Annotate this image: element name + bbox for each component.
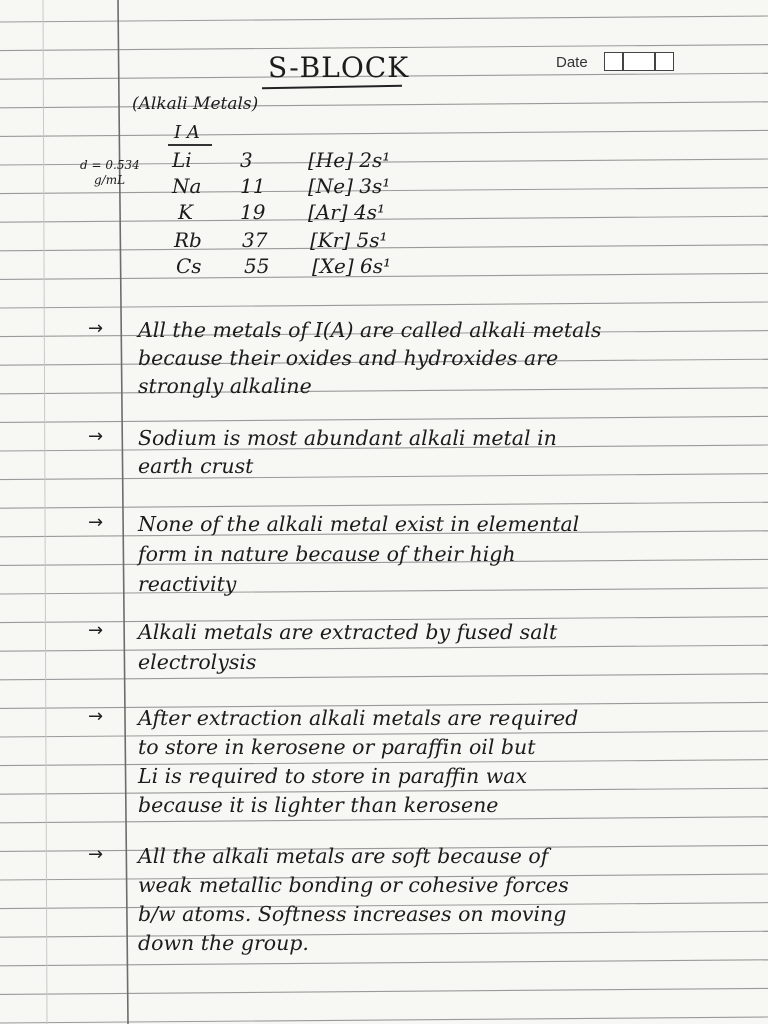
note-line: All the metals of I(A) are called alkali metals	[138, 318, 602, 342]
arrow-icon: →	[88, 318, 104, 339]
page-title: S-BLOCK	[268, 51, 410, 84]
group-number: I A	[174, 122, 200, 143]
electron-configuration: [Xe] 6s¹	[312, 254, 392, 278]
ruled-line	[0, 817, 768, 823]
ruled-line	[0, 102, 768, 108]
note-line: because it is lighter than kerosene	[138, 793, 499, 817]
electron-configuration: [He] 2s¹	[308, 148, 391, 172]
note-line: Sodium is most abundant alkali metal in	[138, 426, 557, 450]
arrow-icon: →	[88, 844, 104, 865]
margin-line	[118, 0, 128, 1024]
electron-configuration: [Ne] 3s¹	[308, 174, 391, 198]
ruled-line	[0, 302, 768, 308]
arrow-icon: →	[88, 512, 104, 533]
date-label: Date	[556, 54, 588, 71]
ruled-line	[0, 988, 768, 994]
note-line: to store in kerosene or paraffin oil but	[138, 735, 536, 759]
arrow-icon: →	[88, 706, 104, 727]
arrow-icon: →	[88, 426, 104, 447]
element-symbol: Rb	[174, 228, 202, 252]
density-unit: g/mL	[94, 173, 126, 187]
group-number-underline	[168, 144, 212, 146]
ruled-line	[0, 416, 768, 422]
note-line: electrolysis	[138, 650, 257, 674]
note-line: earth crust	[138, 454, 254, 478]
electron-configuration: [Kr] 5s¹	[310, 228, 388, 252]
ruled-line	[0, 474, 768, 480]
ruled-line	[0, 502, 768, 508]
element-symbol: Na	[172, 174, 202, 198]
electron-configuration: [Ar] 4s¹	[308, 200, 385, 224]
ruled-line	[0, 960, 768, 966]
group-label: (Alkali Metals)	[132, 94, 259, 114]
note-line: Li is required to store in paraffin wax	[138, 764, 528, 788]
ruled-line	[0, 388, 768, 394]
note-line: weak metallic bonding or cohesive forces	[138, 873, 569, 897]
arrow-icon: →	[88, 620, 104, 641]
ruled-line	[0, 588, 768, 594]
note-line: b/w atoms. Softness increases on moving	[138, 902, 567, 926]
atomic-number: 11	[240, 174, 266, 198]
note-line: reactivity	[138, 572, 237, 596]
element-symbol: Li	[172, 148, 192, 172]
ruled-line	[0, 931, 768, 937]
atomic-number: 19	[240, 200, 266, 224]
ruled-line	[0, 45, 768, 51]
note-line: All the alkali metals are soft because of	[138, 844, 549, 868]
note-line: strongly alkaline	[138, 374, 312, 398]
ruled-line	[0, 645, 768, 651]
atomic-number: 55	[244, 254, 270, 278]
element-symbol: K	[178, 200, 193, 224]
density-value: d = 0.534	[80, 158, 140, 172]
ruled-line	[0, 130, 768, 136]
note-line: None of the alkali metal exist in elemental	[138, 512, 580, 536]
date-cell	[623, 52, 655, 71]
note-line: After extraction alkali metals are required	[138, 706, 579, 730]
element-symbol: Cs	[176, 254, 202, 278]
date-cell	[655, 52, 674, 71]
note-line: because their oxides and hydroxides are	[138, 346, 559, 370]
date-cell	[604, 52, 623, 71]
atomic-number: 3	[240, 148, 253, 172]
density-note	[80, 158, 140, 188]
ruled-line	[0, 674, 768, 680]
atomic-number: 37	[242, 228, 268, 252]
note-line: Alkali metals are extracted by fused salt	[138, 620, 558, 644]
ruled-line	[0, 16, 768, 22]
note-line: down the group.	[138, 931, 309, 955]
ruled-line	[0, 1017, 768, 1023]
note-line: form in nature because of their high	[138, 542, 516, 566]
